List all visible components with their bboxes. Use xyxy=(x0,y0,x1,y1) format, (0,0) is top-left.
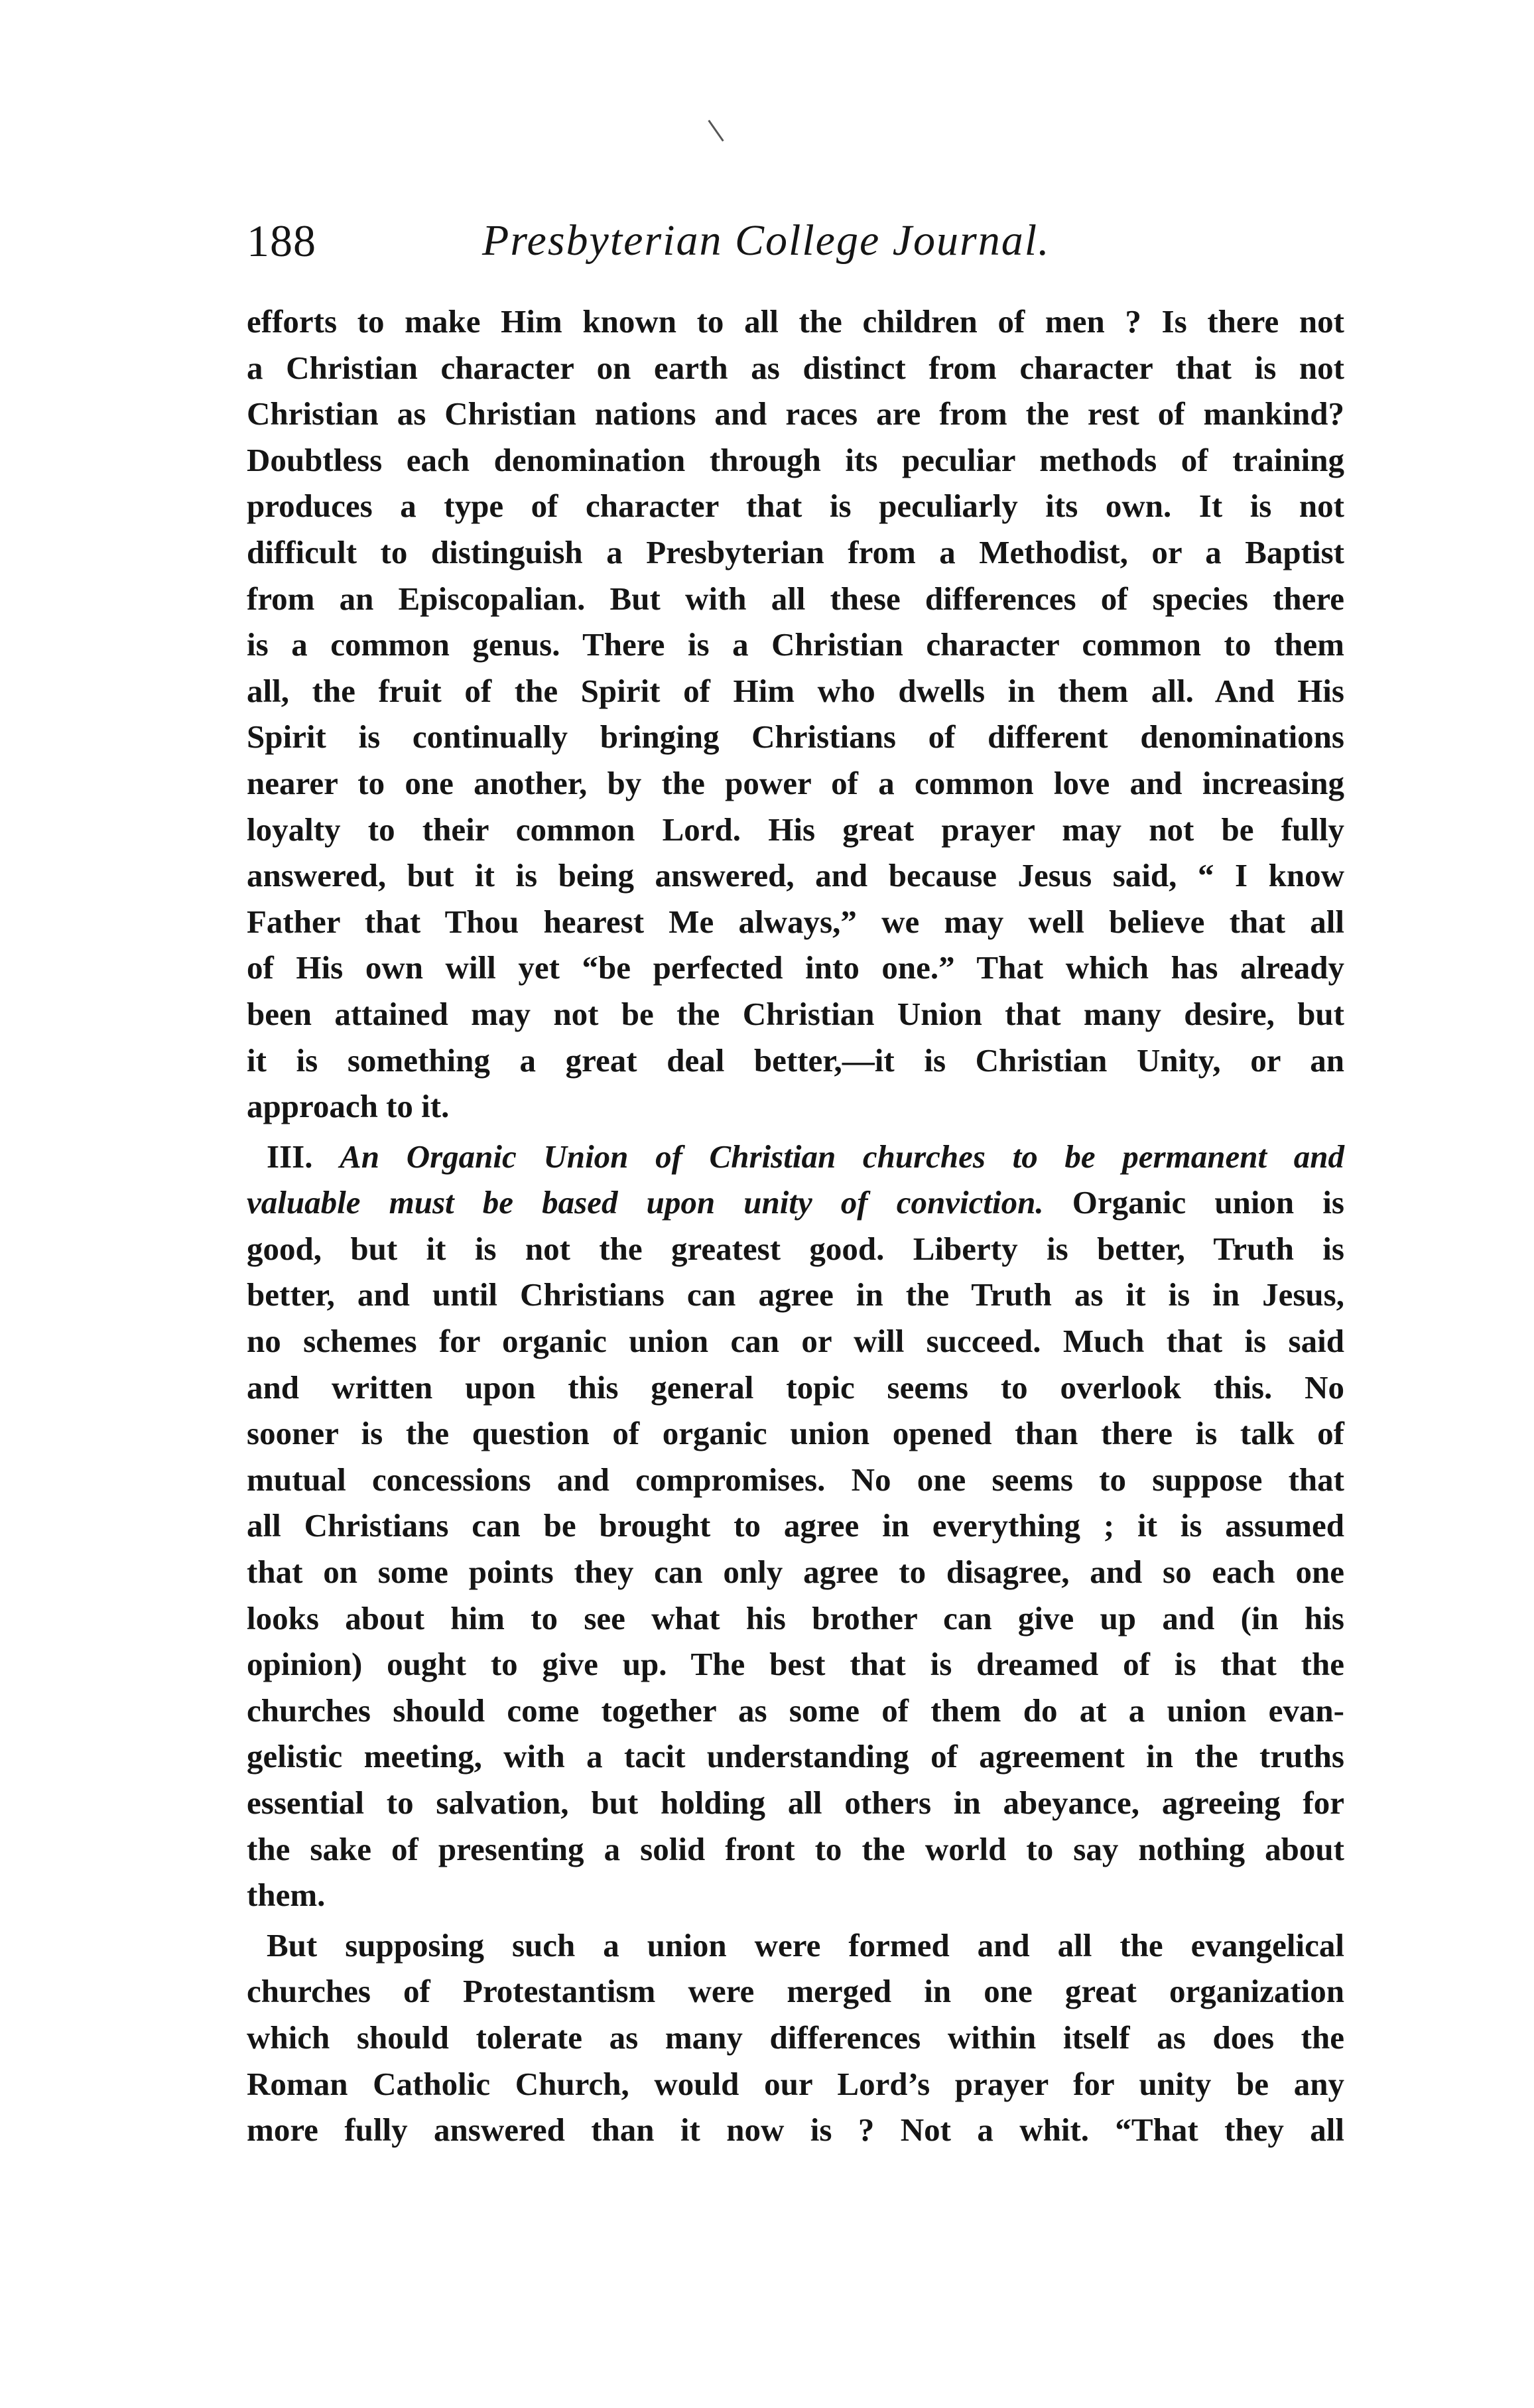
page-header xyxy=(247,211,1334,271)
paragraph-1 xyxy=(247,299,1344,1130)
text-line: good, but it is not the greatest good. Liberty is better, Truth is xyxy=(247,1230,1344,1267)
running-title: Presbyterian College Journal. xyxy=(482,216,1051,265)
scan-mark xyxy=(708,120,724,142)
text-line: efforts to make Him known to all the children of men ? Is there not xyxy=(247,303,1344,340)
text-line: But supposing such a union were formed and all the evangelical xyxy=(267,1926,1344,1964)
text-line: it is something a great deal better,—it is Christian Unity, or an xyxy=(247,1041,1344,1079)
text-line: a Christian character on earth as distinct from character that is not xyxy=(247,349,1344,386)
text-line: the sake of presenting a solid front to the world to say nothing about xyxy=(247,1830,1344,1867)
text-line: churches of Protestantism were merged in one great organization xyxy=(247,1973,1344,2010)
text-line: is a common genus. There is a Christian character common to them xyxy=(247,626,1344,663)
text-line: nearer to one another, by the power of a common love and increasing xyxy=(247,764,1344,801)
text-line: no schemes for organic union can or will succeed. Much that is said xyxy=(247,1323,1344,1360)
text-line: produces a type of character that is peculiarly its own. It is not xyxy=(247,488,1344,525)
text-line: and written upon this general topic seems to overlook this. No xyxy=(247,1369,1344,1406)
text-line: them. xyxy=(247,1877,326,1914)
section-number: III. xyxy=(267,1138,313,1175)
section-heading-line xyxy=(247,1134,1344,1180)
text-line: difficult to distinguish a Presbyterian from a Methodist, or a Baptist xyxy=(247,533,1344,570)
text-line: better, and until Christians can agree in the Truth as it is in Jesus, xyxy=(247,1276,1344,1313)
text-line: churches should come together as some of them do at a union evan- xyxy=(247,1692,1344,1729)
text-line: Father that Thou hearest Me always,” we may well believe that all xyxy=(247,903,1344,940)
text-line: looks about him to see what his brother can give up and (in his xyxy=(247,1599,1344,1637)
paragraph-3 xyxy=(247,1922,1344,2153)
text-line: Doubtless each denomination through its peculiar methods of training xyxy=(247,441,1344,478)
text-line: from an Episcopalian. But with all these differences of species there xyxy=(247,580,1344,617)
paragraph-section-3 xyxy=(247,1134,1344,1918)
page-number: 188 xyxy=(247,216,316,266)
text-line: more fully answered than it now is ? Not a whit. “That they all xyxy=(247,2111,1344,2149)
text-line: approach to it. xyxy=(247,1088,450,1125)
text-line: gelistic meeting, with a tacit understanding of agreement in the truths xyxy=(247,1738,1344,1775)
section-heading-continued: valuable must be based upon unity of conviction. xyxy=(247,1184,1044,1221)
text-line: essential to salvation, but holding all others in abeyance, agreeing for xyxy=(247,1784,1344,1821)
text-line: mutual concessions and compromises. No one seems to suppose that xyxy=(247,1461,1344,1498)
section-heading-line xyxy=(247,1179,1344,1226)
text-line: all Christians can be brought to agree in everything ; it is assumed xyxy=(247,1507,1344,1544)
body-text xyxy=(247,299,1344,2157)
text-line: of His own will yet “be perfected into one.” That which has already xyxy=(247,949,1344,986)
text-line: been attained may not be the Christian Union that many desire, but xyxy=(247,995,1344,1032)
text-line: Christian as Christian nations and races are from the rest of mankind? xyxy=(247,395,1344,433)
text-line: Spirit is continually bringing Christians of different denominations xyxy=(247,718,1344,756)
text-line: loyalty to their common Lord. His great prayer may not be fully xyxy=(247,811,1344,848)
section-heading: An Organic Union of Christian churches to be permanent and xyxy=(340,1138,1344,1175)
text-line: sooner is the question of organic union opened than there is talk of xyxy=(247,1415,1344,1452)
text-line: answered, but it is being answered, and because Jesus said, “ I know xyxy=(247,857,1344,894)
text-line: which should tolerate as many differences within itself as does the xyxy=(247,2019,1344,2056)
text-line: all, the fruit of the Spirit of Him who dwells in them all. And His xyxy=(247,672,1344,709)
text-line: Roman Catholic Church, would our Lord’s prayer for unity be any xyxy=(247,2065,1344,2102)
text-fragment: Organic union is xyxy=(1072,1184,1344,1221)
text-line: opinion) ought to give up. The best that is dreamed of is that the xyxy=(247,1646,1344,1683)
text-line: that on some points they can only agree to disagree, and so each one xyxy=(247,1554,1344,1591)
